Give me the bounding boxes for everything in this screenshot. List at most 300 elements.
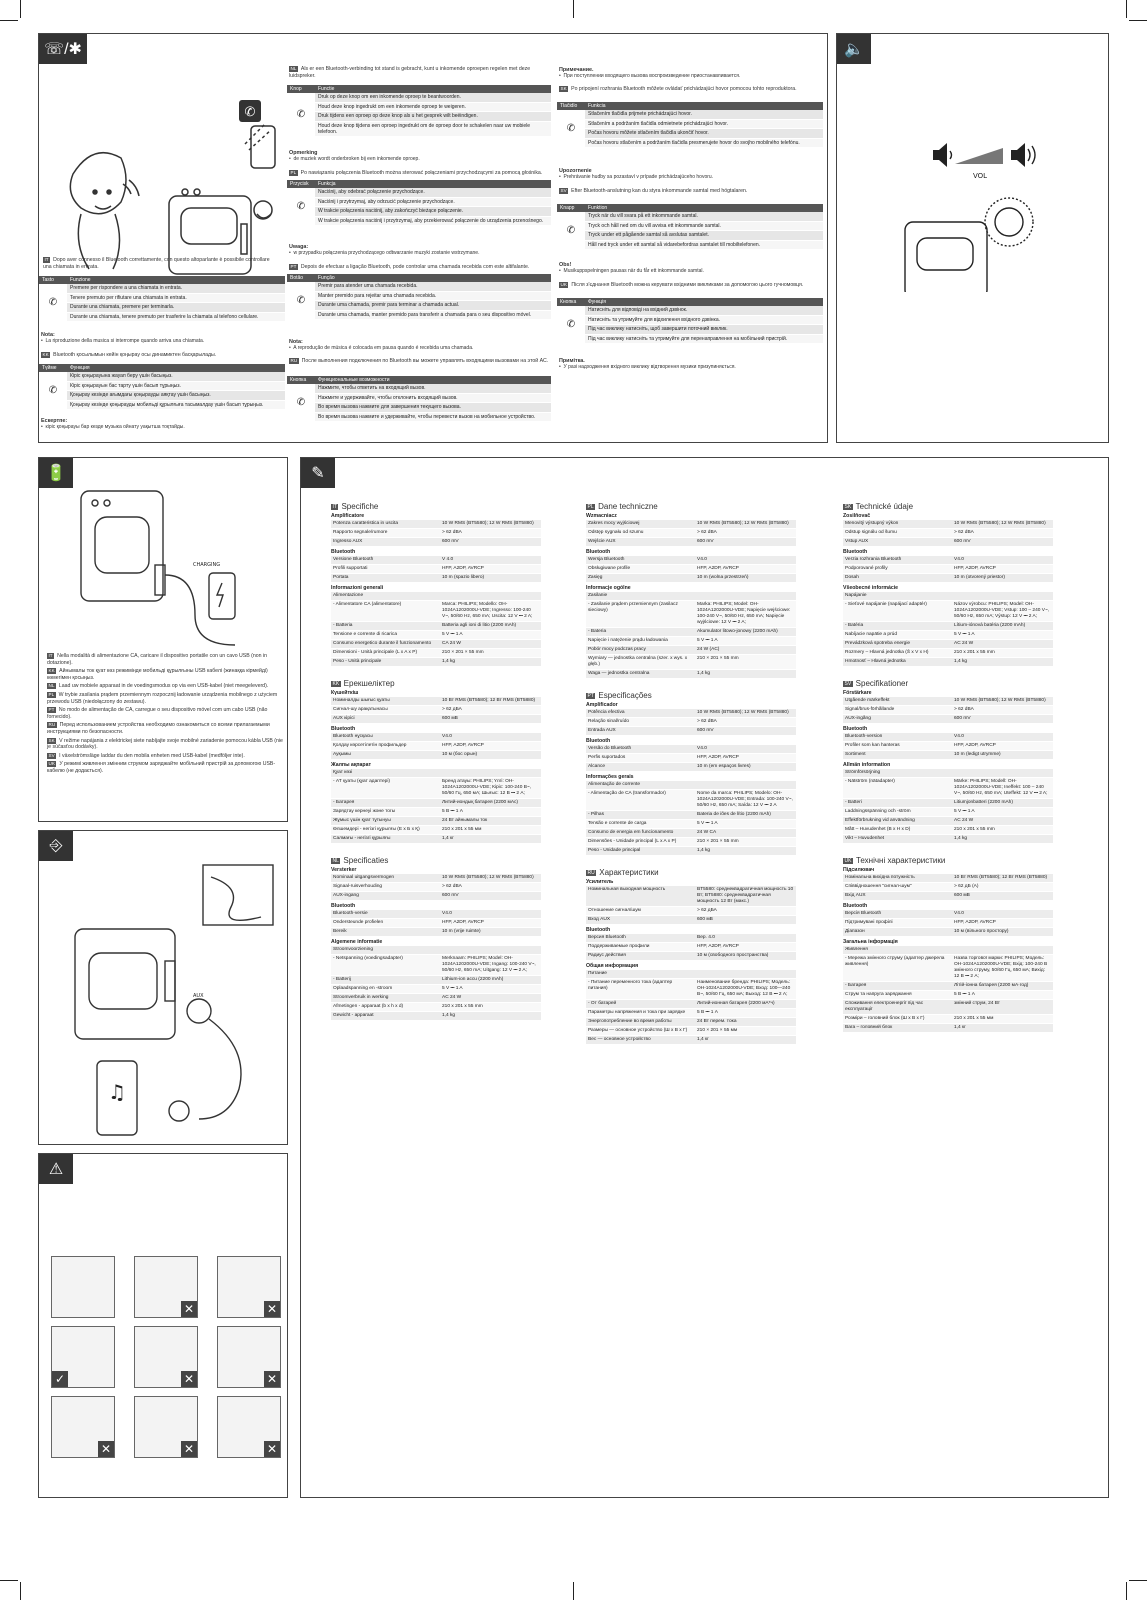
spec-value: 210 x 201 x 55 mm	[952, 649, 1053, 658]
spec-label: Сигнал-шу арақатынасы	[331, 706, 440, 715]
crop-mark	[0, 20, 18, 21]
spec-table	[586, 709, 796, 736]
spec-row	[331, 622, 541, 631]
spec-row	[586, 1036, 796, 1045]
spec-value: 210 x 201 x 55 мм	[952, 1015, 1053, 1024]
phone-intro-uk: UK Після з'єднання Bluetooth можна керувати вхідними викликами за допомогою цього гучномовця.	[560, 282, 804, 288]
spec-label: Consumo de energia em funcionamento	[586, 829, 695, 838]
spec-label: AUX-ingang	[331, 892, 440, 901]
charge-note: SV I växelströmsläge laddar du den mobila enheten med USB-kabel (medföljer inte).	[48, 752, 245, 759]
lang-tag: PT	[587, 692, 594, 699]
spec-group-title: Versterker	[331, 867, 357, 873]
spec-label: Perfis suportados	[586, 754, 695, 763]
spec-label: Версія Bluetooth	[843, 910, 952, 919]
spec-value: Lithium-ion accu (2200 mAh)	[440, 976, 541, 985]
spec-value: Литий-ионная батарея (2200 мА*ч)	[695, 1000, 796, 1009]
spec-row	[843, 640, 1053, 649]
spec-row	[331, 826, 541, 835]
note-sv: Obs! • Musikuppspelningen pausas när du får ett inkommande samtal.	[559, 262, 704, 275]
spec-group-title: Підсилювач	[843, 867, 875, 873]
spec-label: Prevádzková spotreba energie	[843, 640, 952, 649]
spec-label: Napięcie i natężenie prądu ładowania	[586, 637, 695, 646]
spec-label: Versão do Bluetooth	[586, 745, 695, 754]
spec-label: - Батарея	[843, 982, 952, 991]
spec-row	[331, 733, 541, 742]
spec-row	[331, 565, 541, 574]
spec-group-title: Všeobecné informácie	[843, 585, 899, 591]
aux-label: AUX	[193, 993, 204, 999]
spec-value: 5 V ⎓ 1 A	[695, 637, 796, 646]
spec-label: - Batteria	[331, 622, 440, 631]
spec-row	[586, 886, 796, 907]
spec-value: 1,4 kg	[440, 1012, 541, 1021]
spec-label: - Питание переменного тока (адаптер питания)	[586, 979, 695, 1000]
spec-group-title: Bluetooth	[586, 549, 611, 555]
spec-label: Stroomverbruik in werking	[331, 994, 440, 1003]
spec-section	[331, 679, 541, 844]
spec-value: 10 Вт RMS (BT5580); 12 Вт RMS (BT5880)	[440, 697, 541, 706]
spec-title: PL Dane techniczne	[587, 502, 658, 511]
spec-value: > 62 dBA	[440, 883, 541, 892]
spec-value: 210 × 201 × 55 mm	[695, 838, 796, 847]
spec-row	[843, 574, 1053, 583]
spec-label: Rozmery – Hlavná jednotka (Š x V x H)	[843, 649, 952, 658]
spec-value: 210 x 201 x 55 мм	[440, 826, 541, 835]
spec-row	[843, 649, 1053, 658]
phone-bluetooth-icon: ☏/✱	[39, 34, 87, 64]
spec-row	[331, 817, 541, 826]
charge-notes	[47, 653, 283, 777]
phone-function-table-sv: Knapp Funktion ✆ Tryck när du vill svara på ett inkommande samtal. Tryck och håll ned om du vill avvisa ett inkommande samtal. Tryck under ett pågående samtal så avslutas samtalet. Håll ned tryck under ett samtal så vidarebefordras samtalet till mobiltelefonen.	[557, 204, 823, 250]
spec-table	[331, 769, 541, 844]
spec-row	[331, 799, 541, 808]
spec-label: Gewicht - apparaat	[331, 1012, 440, 1021]
spec-row	[843, 826, 1053, 835]
spec-label: Ondersteunde profielen	[331, 919, 440, 928]
spec-value: Bateria de iões de lítio (2200 mAh)	[695, 811, 796, 820]
safety-cell	[51, 1256, 115, 1318]
spec-label: Rapporto segnale/rumore	[331, 529, 440, 538]
spec-label: Relação sinal/ruído	[586, 718, 695, 727]
spec-value: Наименование бренда: PHILIPS; Модель: OH-1024A1202000U-VDE; Вход: 100—240 В~, 50/60 Гц, 650 мА; Выход: 12 В ⎓ 2 А;	[695, 979, 796, 1000]
spec-table	[331, 592, 541, 667]
spec-value: Litiumjonbatteri (2200 mAh)	[952, 799, 1053, 808]
spec-value: 600 мВ	[695, 916, 796, 925]
spec-group-title: Загальна інформація	[843, 939, 898, 945]
phone-intro-kk: KK Bluetooth қосылымын кейін қоңырау осы динамиктен басқарылады.	[42, 352, 217, 358]
spec-group-title: Bluetooth	[586, 927, 611, 933]
spec-table	[586, 886, 796, 925]
spec-label: Pobór mocy podczas pracy	[586, 646, 695, 655]
spec-row	[331, 976, 541, 985]
spec-value: 600 мВ	[952, 892, 1053, 901]
spec-value: 24 Вт перем. тока	[695, 1018, 796, 1027]
spec-section	[586, 868, 796, 1045]
spec-row	[843, 817, 1053, 826]
spec-column	[331, 502, 546, 1033]
spec-row	[843, 601, 1053, 622]
spec-row	[843, 883, 1053, 892]
spec-group-title: Общая информация	[586, 963, 639, 969]
spec-table	[331, 874, 541, 901]
spec-section	[843, 502, 1053, 667]
spec-label: Отношение сигнал/шум	[586, 907, 695, 916]
spec-value: 10 W RMS (BT5580); 12 W RMS (BT5880)	[440, 874, 541, 883]
spec-label: Alcance	[586, 763, 695, 772]
spec-group-title: Förstärkare	[843, 690, 872, 696]
spec-row	[331, 946, 541, 955]
spec-label: Размеры — основное устройство (Ш x В x Г)	[586, 1027, 695, 1036]
spec-table	[843, 874, 1053, 901]
spec-label: Obsługiwane profile	[586, 565, 695, 574]
spec-label: Өлшемдері - негізгі құрылғы (Е x Б x Қ)	[331, 826, 440, 835]
spec-label: Tensão e corrente de carga	[586, 820, 695, 829]
spec-value: Lítium-iónová batéria (2200 mAh)	[952, 622, 1053, 631]
spec-table	[331, 697, 541, 724]
fold-mark	[573, 1582, 574, 1600]
spec-row	[586, 763, 796, 772]
spec-row	[586, 952, 796, 961]
spec-value: HFP, A2DP, AVRCP	[695, 943, 796, 952]
spec-value	[952, 592, 1053, 601]
safety-cell	[51, 1396, 115, 1458]
spec-row	[586, 1000, 796, 1009]
spec-row	[331, 538, 541, 547]
spec-title: SK Technické údaje	[844, 502, 914, 511]
crop-mark	[0, 1580, 18, 1581]
spec-group-title: Amplificatore	[331, 513, 365, 519]
spec-section	[586, 502, 796, 679]
spec-table	[843, 910, 1053, 937]
phone-intro-sv: SV Efter Bluetooth-anslutning kan du styra inkommande samtal med högtalaren.	[560, 188, 748, 194]
spec-label: Қуат көзі	[331, 769, 440, 778]
spec-label: - Sieťové napájanie (napájací adaptér)	[843, 601, 952, 622]
safety-cell	[217, 1396, 281, 1458]
spec-value: > 62 дБ (A)	[952, 883, 1053, 892]
note-ru: Примечание. • При поступлении входящего вызова воспроизведение приостанавливается.	[559, 67, 741, 80]
spec-table	[843, 592, 1053, 667]
spec-label: Поддерживаемые профили	[586, 943, 695, 952]
phone-intro-pt: PT Depois de efectuar a ligação Bluetooth, pode controlar uma chamada recebida com este altifalante.	[290, 264, 530, 270]
spec-value: 5 V ⎓ 1 A	[440, 985, 541, 994]
spec-value: 1,4 kg	[695, 847, 796, 856]
spec-label: Potenza caratteristica in uscita	[331, 520, 440, 529]
spec-value	[440, 592, 541, 601]
lang-tag: NL	[332, 857, 339, 864]
spec-row	[586, 565, 796, 574]
safety-cell	[51, 1326, 115, 1388]
spec-table	[586, 556, 796, 583]
spec-table	[586, 745, 796, 772]
crop-mark	[1129, 1580, 1147, 1581]
crop-mark	[20, 1582, 21, 1600]
spec-row	[843, 592, 1053, 601]
spec-row	[843, 1000, 1053, 1015]
spec-label: Odstup signálu od šumu	[843, 529, 952, 538]
spec-value: 10 W RMS (BT5580); 12 W RMS (BT5880)	[952, 697, 1053, 706]
spec-row	[586, 574, 796, 583]
spec-label: - Alimentação de CA (transformador)	[586, 790, 695, 811]
spec-row	[843, 799, 1053, 808]
spec-row	[586, 754, 796, 763]
spec-row	[331, 742, 541, 751]
spec-row	[586, 745, 796, 754]
spec-row	[331, 706, 541, 715]
spec-value: V4.0	[695, 745, 796, 754]
phone-function-table-nl: Knop Functie ✆ Druk op deze knop om een inkomende oproep te beantwoorden. Houd deze knop ingedrukt om een inkomende oproep te weigeren. Druk tijdens een oproep op deze knop als u het gesprek wilt beëindigen. Houd deze knop tijdens een oproep ingedrukt om de oproep door te schakelen naar uw mobiele telefoon.	[287, 85, 551, 137]
spec-label: Tensione e corrente di ricarica	[331, 631, 440, 640]
charging-panel	[38, 457, 288, 822]
volume-panel	[836, 33, 1109, 443]
table-header-function: Funzione	[67, 276, 285, 284]
spec-label: Peso - Unidade principal	[586, 847, 695, 856]
spec-label: Profili supportati	[331, 565, 440, 574]
spec-table	[586, 970, 796, 1045]
spec-value: 10 W RMS (BT5580); 12 W RMS (BT5880)	[952, 520, 1053, 529]
spec-row	[331, 955, 541, 976]
spec-label: Utgående märkeffekt	[843, 697, 952, 706]
spec-value: Nome da marca: PHILIPS; Modelo: OH-1024A1202000U-VDE; Entrada: 100-240 V~, 50/60 Hz, 650 mA; Saída: 12 V ⎓ 2 A	[695, 790, 796, 811]
spec-label: Струм та напруга заряджання	[843, 991, 952, 1000]
charge-note: PT No modo de alimentação de CA, carregue o seu dispositivo móvel com um cabo USB (não fornecido).	[47, 707, 268, 720]
spec-label: AUX кірісі	[331, 715, 440, 724]
spec-value: > 62 dBA	[695, 718, 796, 727]
spec-table	[843, 733, 1053, 760]
spec-row	[331, 994, 541, 1003]
spec-row	[331, 778, 541, 799]
spec-row	[331, 697, 541, 706]
spec-value: HFP, A2DP, AVRCP	[440, 565, 541, 574]
spec-label: Діапазон	[843, 928, 952, 937]
spec-value: 600 mV	[952, 538, 1053, 547]
spec-value	[440, 769, 541, 778]
spec-table	[843, 556, 1053, 583]
spec-group-title: Informações gerais	[586, 774, 634, 780]
spec-label: Wymiary — jednostka centralna (szer. x wys. x głęb.)	[586, 655, 695, 670]
call-button-icon: ✆	[39, 284, 67, 321]
spec-row	[331, 985, 541, 994]
spec-label: Салмағы - негізгі құрылғы	[331, 835, 440, 844]
spec-label: - Batterij	[331, 976, 440, 985]
spec-group-title: Informazioni generali	[331, 585, 384, 591]
spec-label: Вхід AUX	[843, 892, 952, 901]
spec-value: 24 W (AC)	[695, 646, 796, 655]
crop-mark	[1126, 1582, 1127, 1600]
spec-row	[843, 955, 1053, 982]
function-row: Tenere premuto per rifiutare una chiamata in entrata.	[67, 293, 285, 302]
spec-label: Номінальна вихідна потужність	[843, 874, 952, 883]
spec-row	[331, 883, 541, 892]
spec-value: 10 W RMS (BT5580); 12 W RMS (BT5880)	[695, 709, 796, 718]
spec-label: Bluetooth-version	[843, 733, 952, 742]
spec-row	[331, 1003, 541, 1012]
charge-note: NL Laad uw mobiele apparaat in de voedingsmodus op via een USB-kabel (niet meegeleverd).	[48, 683, 269, 690]
spec-value: 600 мВ	[440, 715, 541, 724]
spec-value: HFP, A2DP, AVRCP	[695, 565, 796, 574]
spec-columns	[331, 502, 1101, 1492]
spec-section	[331, 856, 541, 1021]
spec-row	[843, 928, 1053, 937]
spec-value	[695, 970, 796, 979]
spec-label: - Alimentatore CA (alimentatore)	[331, 601, 440, 622]
spec-section	[843, 856, 1053, 1033]
spec-row	[843, 529, 1053, 538]
spec-row	[843, 715, 1053, 724]
spec-row	[586, 943, 796, 952]
cross-icon: ✕	[181, 1441, 197, 1457]
note-sk: Upozornenie • Prehrávanie hudby sa pozastaví v prípade prichádzajúceho hovoru.	[559, 168, 714, 181]
spec-row	[843, 520, 1053, 529]
spec-title: RU Характеристики	[587, 868, 659, 877]
spec-value: 5 V ⎓ 1 A	[440, 631, 541, 640]
volume-illustration	[877, 142, 1087, 292]
spec-label: Strömförsörjning	[843, 769, 952, 778]
spec-label: Номинальная выходная мощность	[586, 886, 695, 907]
spec-value: 10 m (otvorený priestor)	[952, 574, 1053, 583]
spec-label: - От батарей	[586, 1000, 695, 1009]
spec-label: Вага – головний блок	[843, 1024, 952, 1033]
spec-label: Laddningsspänning och -ström	[843, 808, 952, 817]
spec-value: 5 В ⎓ 1 А	[952, 991, 1053, 1000]
spec-row	[331, 751, 541, 760]
spec-value: V 4.0	[440, 556, 541, 565]
spec-value: V4.0	[440, 910, 541, 919]
spec-label: Consumo energetico durante il funzionamento	[331, 640, 440, 649]
phone-intro-pl: PL Po nawiązaniu połączenia Bluetooth można sterować połączeniami przychodzącymi za pomocą głośnika.	[290, 170, 543, 176]
spec-value: 5 В ⎓ 1 А	[440, 808, 541, 817]
spec-column	[843, 502, 1058, 1045]
spec-label: - Мережа змінного струму (адаптер джерела живлення)	[843, 955, 952, 982]
crop-mark	[1129, 20, 1147, 21]
spec-value: HFP, A2DP, AVRCP	[952, 742, 1053, 751]
spec-row	[586, 718, 796, 727]
spec-label: - Batéria	[843, 622, 952, 631]
spec-row	[331, 529, 541, 538]
spec-value: HFP, A2DP, AVRCP	[440, 742, 541, 751]
spec-label: Dimensões - Unidade principal (L x A x P)	[586, 838, 695, 847]
note-it: Nota: • La riproduzione della musica si interrompe quando arriva una chiamata.	[41, 332, 205, 345]
spec-label: Waga — jednostka centralna	[586, 670, 695, 679]
safety-cell	[134, 1396, 198, 1458]
spec-table	[586, 934, 796, 961]
spec-value: 10 m (vrije ruimte)	[440, 928, 541, 937]
spec-row	[843, 658, 1053, 667]
spec-title: UK Технічні характеристики	[844, 856, 946, 865]
phone-function-table-uk: Кнопка Функція ✆ Натисніть для відповіді на вхідний дзвінок. Натисніть та утримуйте для відхилення вхідного дзвінка. Під час виклику натисніть, щоб завершити поточний виклик. Під час виклику натисніть та утримуйте для перенаправлення на мобільний пристрій.	[557, 298, 823, 344]
spec-row	[331, 640, 541, 649]
call-button-icon: ✆	[287, 188, 315, 225]
call-button-icon: ✆	[287, 384, 315, 421]
spec-table	[331, 910, 541, 937]
spec-label: Peso - Unità principale	[331, 658, 440, 667]
spec-row	[586, 811, 796, 820]
speaker-icon: 🔈	[837, 34, 871, 64]
cross-icon: ✕	[98, 1441, 114, 1457]
crop-mark	[1126, 0, 1127, 18]
spec-value: BT5580: среднеквадратичная мощность 10 Вт; BT5880: среднеквадратичная мощность 12 Вт (макс.)	[695, 886, 796, 907]
spec-value: Batteria agli ioni di litio (2200 mAh)	[440, 622, 541, 631]
spec-label: Sortiment	[843, 751, 952, 760]
spec-value: 10 м (бос орын)	[440, 751, 541, 760]
spec-value: 10 m (ledigt utrymme)	[952, 751, 1053, 760]
lang-tag: KK	[332, 680, 340, 687]
spec-label: Alimentazione	[331, 592, 440, 601]
spec-label: Энергопотребление во время работы	[586, 1018, 695, 1027]
spec-row	[331, 808, 541, 817]
charge-note: KK Айнымалы ток қуат көз режимінде мобильді құрылғыны USB кабелі (жинаққа кірмейді) көмегімен қосыңыз.	[47, 668, 268, 681]
spec-value: > 62 дБА	[695, 907, 796, 916]
spec-value: HFP, A2DP, AVRCP	[952, 919, 1053, 928]
spec-row	[843, 991, 1053, 1000]
spec-value: > 62 dBA	[952, 706, 1053, 715]
phone-call-panel	[38, 33, 828, 443]
spec-label: Вход AUX	[586, 916, 695, 925]
spec-value: 10 м (свободного пространства)	[695, 952, 796, 961]
spec-value: 5 V ⎓ 1 A	[952, 631, 1053, 640]
lang-tag: IT	[44, 257, 49, 262]
spec-label: Версия Bluetooth	[586, 934, 695, 943]
spec-label: Зарядтау кернеуі және тогы	[331, 808, 440, 817]
spec-group-title: Zosilňovač	[843, 513, 871, 519]
spec-label: - Zasilanie prądem przemiennym (zasilacz sieciowy)	[586, 601, 695, 628]
spec-value: > 62 dBA	[440, 529, 541, 538]
spec-value	[952, 946, 1053, 955]
spec-group-title: Bluetooth	[843, 549, 868, 555]
function-row: Durante una chiamata, tenere premuto per trasferire la chiamata al telefono cellulare.	[67, 312, 285, 321]
call-button-icon: ✆	[39, 372, 67, 409]
vol-label: VOL	[972, 172, 988, 180]
spec-label: Oplaadspanning en -stroom	[331, 985, 440, 994]
crop-mark	[20, 0, 21, 18]
spec-value: Назва торгової марки: PHILIPS; Модель: OH-1024A1202000U-VDE; Вхід: 100-240 В змінного струму, 50/60 Гц, 650 мА; Вихід: 12 В ⎓ 2 А;	[952, 955, 1053, 982]
spec-value: V4.0	[952, 556, 1053, 565]
spec-label: Bluetooth нұсқасы	[331, 733, 440, 742]
spec-value: 600 mV	[695, 538, 796, 547]
cross-icon: ✕	[181, 1301, 197, 1317]
spec-row	[586, 1027, 796, 1036]
spec-label: Підтримувані профілі	[843, 919, 952, 928]
note-nl: Opmerking • de muziek wordt onderbroken bij een inkomende oproep.	[289, 150, 420, 163]
spec-row	[331, 892, 541, 901]
spec-value	[952, 769, 1053, 778]
spec-group-title: Bluetooth	[331, 549, 356, 555]
spec-value: HFP, A2DP, AVRCP	[952, 565, 1053, 574]
spec-row	[586, 847, 796, 856]
spec-label: Portata	[331, 574, 440, 583]
cross-icon: ✕	[264, 1441, 280, 1457]
lang-tag: IT	[332, 503, 337, 510]
spec-value: 1,4 kg	[952, 835, 1053, 844]
phone-function-table-kk: Түйме Функция ✆ Кіріс қоңырауына жауап беру үшін басыңыз. Кіріс қоңырауын бас тарту үшін басып тұрыңыз. Қоңырау кезінде ағымдағы қоңырауды аяқтау үшін басыңыз. Қоңырау кезінде қоңырауды мобильді құрылғыға тасымалдау үшін басып тұрыңыз.	[39, 364, 285, 410]
spec-label: Wejście AUX	[586, 538, 695, 547]
spec-value: AC 24 W	[952, 640, 1053, 649]
aux-illustration	[59, 861, 284, 1141]
spec-label: Napájanie	[843, 592, 952, 601]
spec-row	[843, 565, 1053, 574]
phone-intro-ru: RU После выполнения подключения по Bluetooth вы можете управлять входящими вызовами на этой АС.	[290, 358, 549, 364]
spec-row	[586, 592, 796, 601]
spec-value: 5 V ⎓ 1 A	[952, 808, 1053, 817]
safety-cell	[217, 1256, 281, 1318]
spec-column	[586, 502, 801, 1057]
svg-text:✆: ✆	[244, 105, 256, 120]
spec-group-title: Algemene informatie	[331, 939, 383, 945]
spec-value: 210 x 201 x 55 mm	[952, 826, 1053, 835]
phone-function-table-pl: Przycisk Funkcja ✆ Naciśnij, aby odebrać połączenie przychodzące. Naciśnij i przytrzymaj, aby odrzucić połączenie przychodzące. W trakcie połączenia naciśnij, aby zakończyć bieżące połączenie. W trakcie połączenia naciśnij i przytrzymaj, aby przekierować połączenie do urządzenia przenośnego.	[287, 180, 551, 226]
spec-value: Merknaam: PHILIPS; Model: OH-1024A1202000U-VDE; Ingang: 100-240 V~, 50/60 Hz, 650 mA; Uitgang: 12 V ⎓ 2 A;	[440, 955, 541, 976]
spec-row	[843, 706, 1053, 715]
spec-title: PT Especificações	[587, 691, 652, 700]
